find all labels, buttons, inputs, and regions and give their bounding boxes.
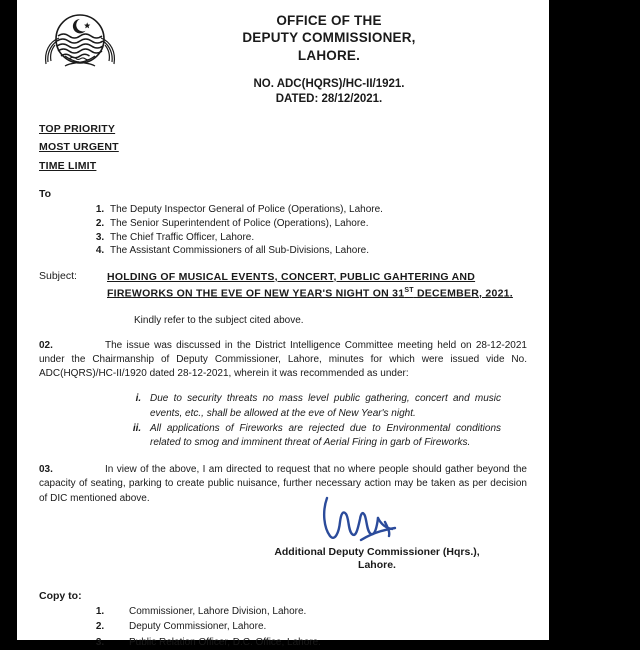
paragraph-03 bbox=[39, 463, 527, 506]
designation bbox=[207, 546, 547, 573]
addressee-list bbox=[39, 203, 527, 258]
subject-text-part-2: DECEMBER, 2021. bbox=[413, 287, 513, 300]
list-item: 3. Public Relation Officer, D.C. Office, Lahore. bbox=[107, 635, 527, 650]
subject-ordinal-suffix: ST bbox=[404, 286, 414, 294]
designation-line-2: Lahore. bbox=[358, 559, 396, 572]
paragraph-03-text: In view of the above, I am directed to request that no where people should gather beyond the capacity of seating, parking to create public nuisance, further necessary action may be taken as per decision of DIC mentioned above. bbox=[39, 464, 527, 504]
subject-label: Subject: bbox=[39, 269, 77, 282]
paragraph-03-number: 03. bbox=[39, 464, 53, 476]
signature-block bbox=[39, 524, 527, 576]
copy-to-list bbox=[39, 604, 527, 650]
copy-to-label: Copy to: bbox=[39, 589, 82, 602]
list-item: 1. The Deputy Inspector General of Police (Operations), Lahore. bbox=[107, 203, 527, 216]
paragraph-02-text: The issue was discussed in the District Intelligence Committee meeting held on 28-12-2021 under the Chairmanship of Deputy Commissioner, Lahore, minutes for which were issued vide No. ADC(HQRS)/HC-II/1920 dated 28-12-2021, wherein it was recommended as under: bbox=[39, 339, 527, 380]
list-item: 2. The Senior Superintendent of Police (Operations), Lahore. bbox=[107, 217, 527, 230]
office-heading bbox=[131, 6, 527, 107]
list-item: 2. Deputy Commissioner, Lahore. bbox=[107, 619, 527, 635]
priority-most-urgent: MOST URGENT bbox=[39, 141, 119, 154]
subject-text-part-1: HOLDING OF MUSICAL EVENTS, CONCERT, PUBLIC GAHTERING AND FIREWORKS ON THE EVE OF NEW YEAR'S NIGHT ON 31 bbox=[107, 270, 476, 300]
designation-line-1: Additional Deputy Commissioner (Hqrs.), bbox=[274, 545, 480, 558]
left-letterbox-band bbox=[0, 0, 17, 640]
paragraph-02-number: 02. bbox=[39, 339, 53, 351]
paragraph-02 bbox=[39, 339, 527, 382]
list-item: i. Due to security threats no mass level public gathering, concert and music events, etc., shall be allowed at the eve of New Year's night. bbox=[144, 392, 527, 420]
recommendations-list bbox=[39, 392, 527, 450]
reference-number: NO. ADC(HQRS)/HC-II/1921. bbox=[253, 77, 405, 90]
priority-markings bbox=[39, 119, 527, 174]
right-letterbox-band bbox=[549, 0, 640, 640]
office-line-2: DEPUTY COMMISSIONER, bbox=[242, 30, 416, 46]
office-line-1: OFFICE OF THE bbox=[276, 13, 382, 28]
subject-text bbox=[107, 270, 527, 302]
list-item: 3. The Chief Traffic Officer, Lahore. bbox=[107, 231, 527, 244]
to-label: To bbox=[39, 187, 52, 200]
letterhead bbox=[39, 6, 527, 107]
scanned-letter-page bbox=[17, 0, 549, 648]
office-line-3: LAHORE. bbox=[297, 47, 361, 63]
priority-time-limit: TIME LIMIT bbox=[39, 159, 97, 172]
priority-top-priority: TOP PRIORITY bbox=[39, 123, 116, 136]
subject-row bbox=[39, 270, 527, 302]
letter-date: DATED: 28/12/2021. bbox=[275, 92, 383, 105]
punjab-government-emblem-icon bbox=[39, 6, 121, 82]
list-item: 1. Commissioner, Lahore Division, Lahore. bbox=[107, 604, 527, 620]
list-item: ii. All applications of Fireworks are rejected due to Environmental conditions related to smog and imminent threat of Aerial Firing in garb of Fireworks. bbox=[144, 422, 527, 450]
list-item: 4. The Assistant Commissioners of all Sub-Divisions, Lahore. bbox=[107, 244, 527, 257]
opening-line: Kindly refer to the subject cited above. bbox=[134, 314, 304, 326]
